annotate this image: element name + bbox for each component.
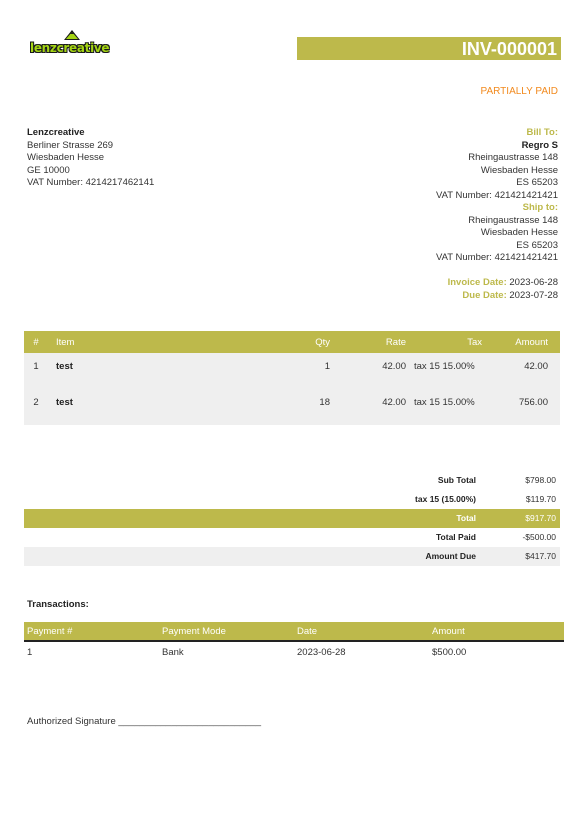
amount-due-value: $417.70 bbox=[525, 551, 556, 561]
payment-number: 1 bbox=[27, 647, 33, 658]
status-badge: PARTIALLY PAID bbox=[480, 86, 558, 97]
logo-wordmark: lenzcreative bbox=[30, 41, 110, 55]
transactions-table bbox=[24, 622, 564, 658]
ship-city: Wiesbaden Hesse bbox=[480, 227, 558, 238]
col-item: Item bbox=[48, 331, 294, 353]
transactions-title: Transactions: bbox=[27, 599, 89, 610]
total-value: $917.70 bbox=[525, 513, 556, 523]
invoice-date: 2023-06-28 bbox=[509, 277, 558, 288]
subtotal-value: $798.00 bbox=[525, 475, 556, 485]
total-row bbox=[24, 509, 560, 528]
row-number: 2 bbox=[24, 379, 48, 425]
company-vat: VAT Number: 4214217462141 bbox=[27, 177, 155, 188]
line-items-table bbox=[24, 331, 560, 425]
invoice-number: INV-000001 bbox=[461, 39, 557, 59]
row-rate: 42.00 bbox=[330, 379, 406, 425]
col-amount: Amount bbox=[496, 331, 560, 353]
payment-date: 2023-06-28 bbox=[297, 647, 346, 658]
bill-street: Rheingaustrasse 148 bbox=[468, 152, 558, 163]
table-row bbox=[24, 641, 564, 658]
ship-postcode: ES 65203 bbox=[516, 239, 558, 251]
col-amount: Amount bbox=[429, 622, 564, 641]
col-payment-number: Payment # bbox=[24, 622, 159, 641]
amount-due-row bbox=[24, 547, 560, 566]
company-postcode: GE 10000 bbox=[27, 164, 70, 176]
totals-section bbox=[24, 471, 560, 566]
col-rate: Rate bbox=[330, 331, 406, 353]
ship-to-label: Ship to: bbox=[522, 202, 558, 213]
col-tax: Tax bbox=[406, 331, 496, 353]
ship-vat: VAT Number: 421421421421 bbox=[435, 252, 558, 263]
subtotal-row bbox=[24, 471, 560, 490]
company-street: Berliner Strasse 269 bbox=[27, 139, 114, 151]
invoice-date-label: Invoice Date: bbox=[447, 277, 507, 288]
col-payment-mode: Payment Mode bbox=[159, 622, 294, 641]
row-rate: 42.00 bbox=[330, 353, 406, 379]
row-amount: 42.00 bbox=[496, 353, 560, 379]
total-label: Total bbox=[456, 513, 476, 523]
signature-line: ___________________________ bbox=[118, 716, 262, 727]
invoice-number-banner bbox=[297, 37, 561, 60]
transactions-header-row bbox=[24, 622, 564, 641]
tax-value: $119.70 bbox=[525, 494, 556, 504]
client-name: Regro S bbox=[521, 139, 558, 151]
row-tax: tax 15 15.00% bbox=[406, 379, 496, 425]
bill-city: Wiesbaden Hesse bbox=[480, 164, 558, 176]
row-item: test bbox=[48, 353, 294, 379]
row-qty: 1 bbox=[294, 353, 330, 379]
signature-label: Authorized Signature bbox=[27, 716, 116, 727]
bill-postcode: ES 65203 bbox=[516, 177, 558, 188]
row-amount: 756.00 bbox=[496, 379, 560, 425]
company-address bbox=[27, 127, 154, 190]
row-qty: 18 bbox=[294, 379, 330, 425]
tax-row bbox=[24, 490, 560, 509]
total-paid-label: Total Paid bbox=[436, 532, 476, 542]
ship-street: Rheingaustrasse 148 bbox=[468, 214, 558, 226]
row-item: test bbox=[48, 379, 294, 425]
due-date: 2023-07-28 bbox=[509, 289, 558, 301]
due-date-label: Due Date: bbox=[462, 289, 507, 301]
row-tax: tax 15 15.00% bbox=[406, 353, 496, 379]
authorized-signature bbox=[27, 716, 261, 727]
col-qty: Qty bbox=[294, 331, 330, 353]
row-number: 1 bbox=[24, 353, 48, 379]
table-row bbox=[24, 379, 560, 425]
bill-to-label: Bill To: bbox=[526, 127, 558, 138]
subtotal-label: Sub Total bbox=[437, 475, 476, 485]
total-paid-row bbox=[24, 528, 560, 547]
billing-address bbox=[436, 127, 558, 265]
col-date: Date bbox=[294, 622, 429, 641]
company-name: Lenzcreative bbox=[27, 127, 85, 138]
company-city: Wiesbaden Hesse bbox=[27, 152, 105, 163]
payment-mode: Bank bbox=[162, 647, 184, 658]
company-logo bbox=[28, 28, 124, 56]
payment-amount: $500.00 bbox=[432, 647, 467, 658]
bill-vat: VAT Number: 421421421421 bbox=[435, 189, 558, 201]
amount-due-label: Amount Due bbox=[425, 551, 476, 561]
table-row bbox=[24, 353, 560, 379]
tax-label: tax 15 (15.00%) bbox=[415, 494, 476, 504]
invoice-dates bbox=[448, 277, 558, 302]
total-paid-value: -$500.00 bbox=[522, 532, 556, 542]
table-header-row bbox=[24, 331, 560, 353]
col-number: # bbox=[24, 331, 48, 353]
